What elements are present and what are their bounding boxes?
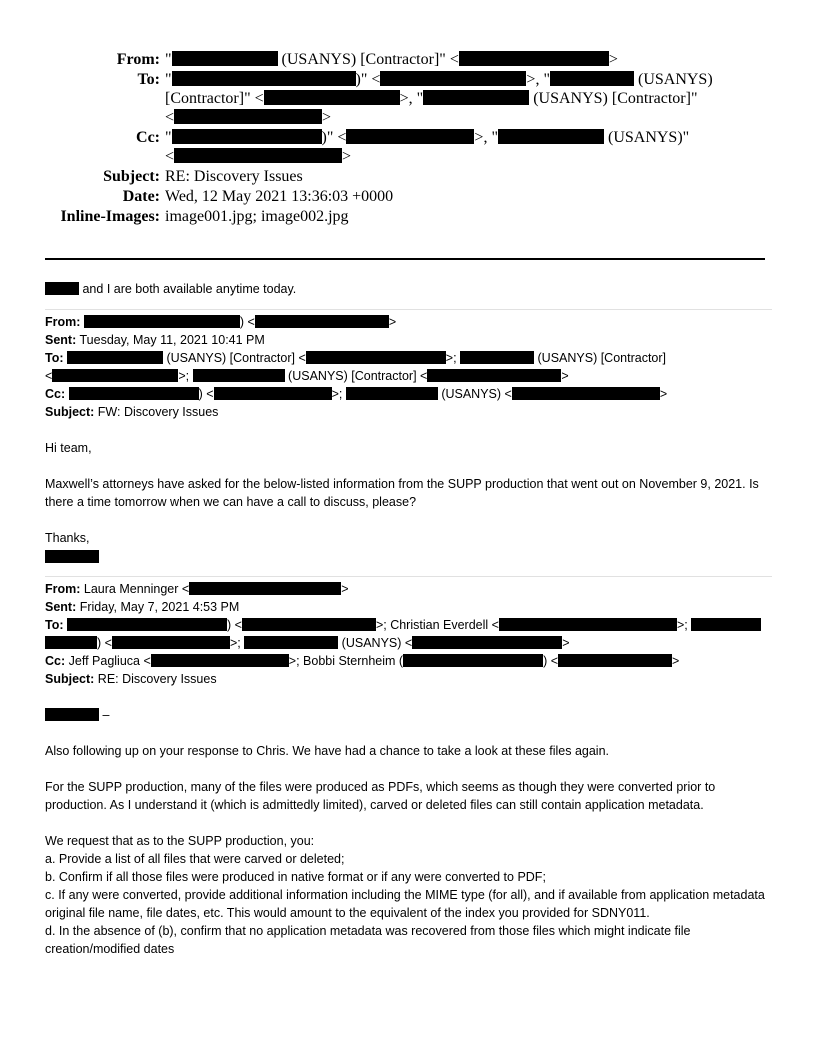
redaction-box: [214, 387, 332, 400]
redaction-box: [264, 90, 400, 105]
msg1-from-line: From: ) < >: [45, 315, 397, 329]
email-header: [0, 50, 816, 227]
msg2-to-label: To:: [45, 618, 64, 632]
msg2-to-org: (USANYS) <: [341, 636, 413, 650]
redaction-box: [550, 71, 634, 86]
redaction-box: [172, 51, 278, 66]
msg2-from-label: From:: [45, 582, 81, 596]
redaction-box: [172, 71, 356, 86]
redaction-box: [45, 636, 97, 649]
redaction-box: [193, 369, 285, 382]
msg2-paragraph-1: Also following up on your response to Chris. We have had a chance to take a look at these files again.: [45, 744, 609, 758]
msg1-from-label: From:: [45, 315, 81, 329]
msg2-salutation: [45, 706, 772, 724]
list-item: b. Confirm if all those files were produced in native format or if any were converted to PDF;: [45, 870, 546, 884]
redaction-box: [427, 369, 561, 382]
redaction-box: [512, 387, 660, 400]
redaction-box: [423, 90, 529, 105]
header-to-label: To:: [137, 71, 160, 88]
redaction-box: [499, 618, 677, 631]
header-to-row: To: " )" < >, " (USANYS) [Contractor]" < >, " (USANYS) [Contractor]" < >: [0, 70, 816, 127]
header-date-label: Date:: [122, 188, 160, 205]
redaction-box: [244, 636, 338, 649]
header-subject: RE: Discovery Issues: [165, 168, 303, 185]
redaction-box: [174, 109, 322, 124]
msg2-request-intro: We request that as to the SUPP production, you:: [45, 834, 315, 848]
redaction-box: [84, 315, 240, 328]
reply-text: and I are both available anytime today.: [82, 282, 297, 296]
header-subject-row: [0, 167, 816, 186]
redaction-box: [67, 351, 163, 364]
redaction-box: [691, 618, 761, 631]
redaction-box: [558, 654, 672, 667]
redaction-box: [460, 351, 534, 364]
msg2-from-line: From: Laura Menninger < >: [45, 582, 349, 596]
redaction-box: [112, 636, 230, 649]
redaction-box: [380, 71, 526, 86]
msg2-to-name2: ; Christian Everdell <: [383, 618, 499, 632]
header-from-label: From:: [116, 51, 160, 68]
header-to-org-line2: [Contractor]": [165, 90, 251, 107]
msg1-cc-label: Cc:: [45, 387, 66, 401]
header-to-org2: (USANYS) [Contractor]": [533, 90, 698, 107]
msg2-paragraph-2: For the SUPP production, many of the files were produced as PDFs, which seems as though they were converted prior to production. As I understand it (which is admittedly limited), carved or deleted files can still contain application metadata.: [45, 780, 716, 812]
header-divider: [45, 258, 765, 260]
quoted-separator: [45, 309, 772, 310]
msg2-sent-label: Sent:: [45, 600, 77, 614]
redaction-box: [45, 708, 99, 721]
header-to-org: (USANYS): [637, 71, 713, 88]
redaction-box: [306, 351, 446, 364]
header-inline-images-label: Inline-Images:: [60, 208, 160, 225]
header-inline-images-row: [0, 207, 816, 226]
msg1-to-line: To: (USANYS) [Contractor] < >; (USANYS) [Contractor] < >; (USANYS) [Contractor] < >: [45, 351, 667, 383]
redaction-box: [498, 129, 604, 144]
header-date: Wed, 12 May 2021 13:36:03 +0000: [165, 188, 394, 205]
msg1-cc-org: (USANYS) <: [441, 387, 512, 401]
list-item: a. Provide a list of all files that were carved or deleted;: [45, 852, 345, 866]
msg1-to-org3: (USANYS) [Contractor] <: [288, 369, 428, 383]
msg1-to-org2: (USANYS) [Contractor]: [537, 351, 667, 365]
msg1-sent: Tuesday, May 11, 2021 10:41 PM: [79, 333, 265, 347]
quoted-separator: [45, 576, 772, 577]
redaction-box: [403, 654, 543, 667]
msg1-subject: FW: Discovery Issues: [97, 405, 219, 419]
redaction-box: [346, 387, 438, 400]
redaction-box: [151, 654, 289, 667]
msg2-sent-line: [45, 598, 772, 616]
redacted-signature: [45, 550, 99, 563]
msg1-subject-line: [45, 403, 772, 421]
header-cc-label: Cc:: [136, 129, 160, 146]
msg2-subject-line: [45, 670, 772, 688]
msg2-subject: RE: Discovery Issues: [97, 672, 217, 686]
msg2-from-name: Laura Menninger <: [83, 582, 190, 596]
redaction-box: [174, 148, 342, 163]
redaction-box: [189, 582, 341, 595]
msg1-to-label: To:: [45, 351, 64, 365]
redaction-box: [242, 618, 376, 631]
msg1-greeting: Hi team,: [45, 441, 92, 455]
header-cc-org: (USANYS)": [607, 129, 690, 146]
msg2-sent: Friday, May 7, 2021 4:53 PM: [79, 600, 240, 614]
msg1-sent-label: Sent:: [45, 333, 77, 347]
msg1-closing: Thanks,: [45, 531, 90, 545]
header-date-row: [0, 187, 816, 206]
list-item: d. In the absence of (b), confirm that no application metadata was recovered from those files which might indicate file creation/modified dates: [45, 924, 691, 956]
msg2-to-line: To: ) < >; Christian Everdell < >; ) < >; (USANYS) < >: [45, 616, 772, 652]
msg2-subject-label: Subject:: [45, 672, 95, 686]
redaction-box: [69, 387, 199, 400]
msg1-sent-line: [45, 331, 772, 349]
list-item: c. If any were converted, provide additional information including the MIME type (for all), and if available from application metadata original file name, file dates, etc. This would amount to the equivalent of the index you provided for SDNY011.: [45, 888, 765, 920]
redaction-box: [459, 51, 609, 66]
email-body: [45, 280, 772, 958]
redaction-box: [52, 369, 178, 382]
msg2-cc-line: Cc: Jeff Pagliuca < >; Bobbi Sternheim ( ) < >: [45, 654, 680, 668]
redaction-box: [412, 636, 562, 649]
msg2-cc-name2: ; Bobbi Sternheim (: [296, 654, 404, 668]
msg2-dash: –: [102, 708, 110, 722]
header-subject-label: Subject:: [103, 168, 160, 185]
redaction-box: [172, 129, 322, 144]
msg1-body: Maxwell’s attorneys have asked for the below-listed information from the SUPP production that went out on November 9, 2021. Is there a time tomorrow when we can have a call to discuss, please?: [45, 477, 759, 509]
msg1-cc-line: Cc: ) < >; (USANYS) < >: [45, 387, 668, 401]
header-from-org: (USANYS) [Contractor]": [281, 51, 446, 68]
msg1-to-org1: (USANYS) [Contractor] <: [166, 351, 306, 365]
msg2-cc-label: Cc:: [45, 654, 66, 668]
header-inline-images: image001.jpg; image002.jpg: [165, 208, 349, 225]
msg2-cc-name1: Jeff Pagliuca <: [68, 654, 151, 668]
redaction-box: [45, 282, 79, 295]
redaction-box: [255, 315, 389, 328]
redaction-box: [67, 618, 227, 631]
header-from-row: From: " (USANYS) [Contractor]" < >: [0, 50, 816, 69]
reply-line: [45, 280, 772, 298]
msg1-subject-label: Subject:: [45, 405, 95, 419]
header-cc-row: Cc: " )" < >, " (USANYS)" < >: [0, 128, 816, 166]
redaction-box: [346, 129, 474, 144]
